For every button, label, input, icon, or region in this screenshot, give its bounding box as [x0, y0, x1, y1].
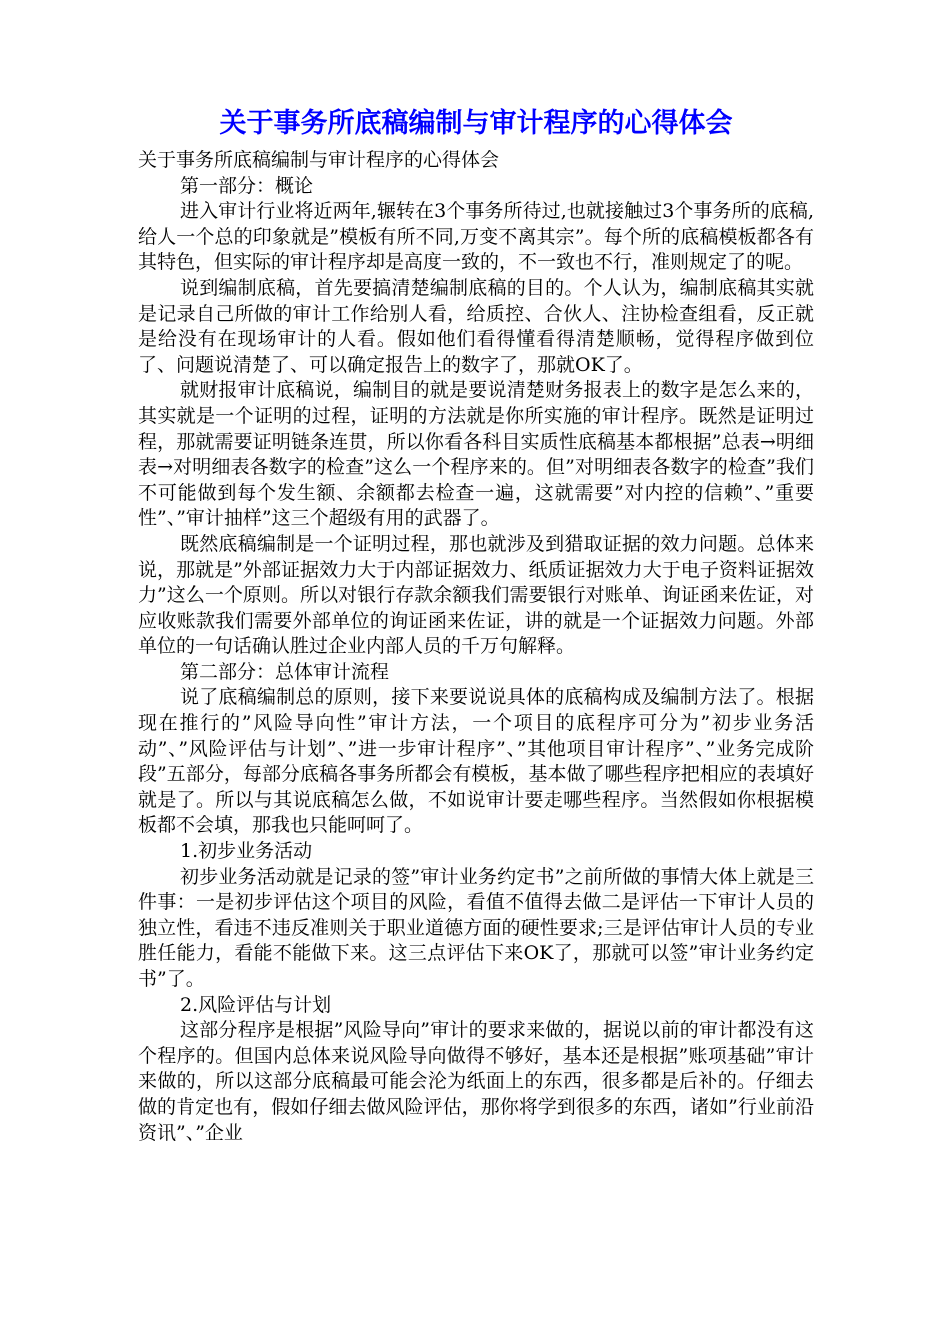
paragraph-4: 既然底稿编制是一个证明过程，那也就涉及到猎取证据的效力问题。总体来说，那就是”外部证据效力大于内部证据效力、纸质证据效力大于电子资料证据效力”这么一个原则。所以对银行存款余额我们需要银行对账单、询证函来佐证，对应收账款我们需要外部单位的询证函来佐证，讲的就是一个证据效力问题。外部单位的一句话确认胜过企业内部人员的千万句解释。	[138, 532, 814, 658]
document-title: 关于事务所底稿编制与审计程序的心得体会	[219, 108, 733, 139]
part1-heading: 第一部分：概论	[180, 174, 314, 197]
paragraph-3: 就财报审计底稿说，编制目的就是要说清楚财务报表上的数字是怎么来的，其实就是一个证明的过程，证明的方法就是你所实施的审计程序。既然是证明过程，那就需要证明链条连贯，所以你看各科目实质性底稿基本都根据”总表→明细表→对明细表各数字的检查”这么一个程序来的。但”对明细表各数字的检查”我们不可能做到每个发生额、余额都去检查一遍，这就需要”对内控的信赖”、”重要性”、”审计抽样”这三个超级有用的武器了。	[138, 379, 814, 530]
subtitle-line: 关于事务所底稿编制与审计程序的心得体会	[138, 149, 500, 171]
section1-heading: 1.初步业务活动	[180, 840, 313, 863]
document-page	[138, 104, 814, 1146]
paragraph-5: 说了底稿编制总的原则，接下来要说说具体的底稿构成及编制方法了。根据现在推行的”风险导向性”审计方法，一个项目的底程序可分为”初步业务活动”、”风险评估与计划”、”进一步审计程序”、”其他项目审计程序”、”业务完成阶段”五部分，每部分底稿各事务所都会有模板，基本做了哪些程序把相应的表填好就是了。所以与其说底稿怎么做，不如说审计要走哪些程序。当然假如你根据模板都不会填，那我也只能呵呵了。	[138, 686, 814, 837]
part2-heading: 第二部分：总体审计流程	[180, 660, 390, 683]
section2-heading: 2.风险评估与计划	[180, 993, 332, 1016]
paragraph-7: 这部分程序是根据”风险导向”审计的要求来做的，据说以前的审计都没有这个程序的。但国内总体来说风险导向做得不够好，基本还是根据”账项基础”审计来做的，所以这部分底稿最可能会沦为纸面上的东西，很多都是后补的。仔细去做的肯定也有，假如仔细去做风险评估，那你将学到很多的东西，诸如”行业前沿资讯”、”企业	[138, 1019, 814, 1144]
paragraph-1: 进入审计行业将近两年,辗转在3个事务所待过,也就接触过3个事务所的底稿,给人一个总的印象就是”模板有所不同,万变不离其宗”。每个所的底稿模板都各有其特色，但实际的审计程序却是高度一致的，不一致也不行，准则规定了的呢。	[138, 200, 814, 274]
paragraph-6: 初步业务活动就是记录的签”审计业务约定书”之前所做的事情大体上就是三件事：一是初步评估这个项目的风险，看值不值得去做二是评估一下审计人员的独立性，看违不违反准则关于职业道德方面的硬性要求;三是评估审计人员的专业胜任能力，看能不能做下来。这三点评估下来OK了，那就可以签”审计业务约定书”了。	[138, 865, 814, 990]
paragraph-2: 说到编制底稿，首先要搞清楚编制底稿的目的。个人认为，编制底稿其实就是记录自己所做的审计工作给别人看，给质控、合伙人、注协检查组看，反正就是给没有在现场审计的人看。假如他们看得懂看得清楚顺畅，觉得程序做到位了、问题说清楚了、可以确定报告上的数字了，那就OK了。	[138, 276, 814, 376]
